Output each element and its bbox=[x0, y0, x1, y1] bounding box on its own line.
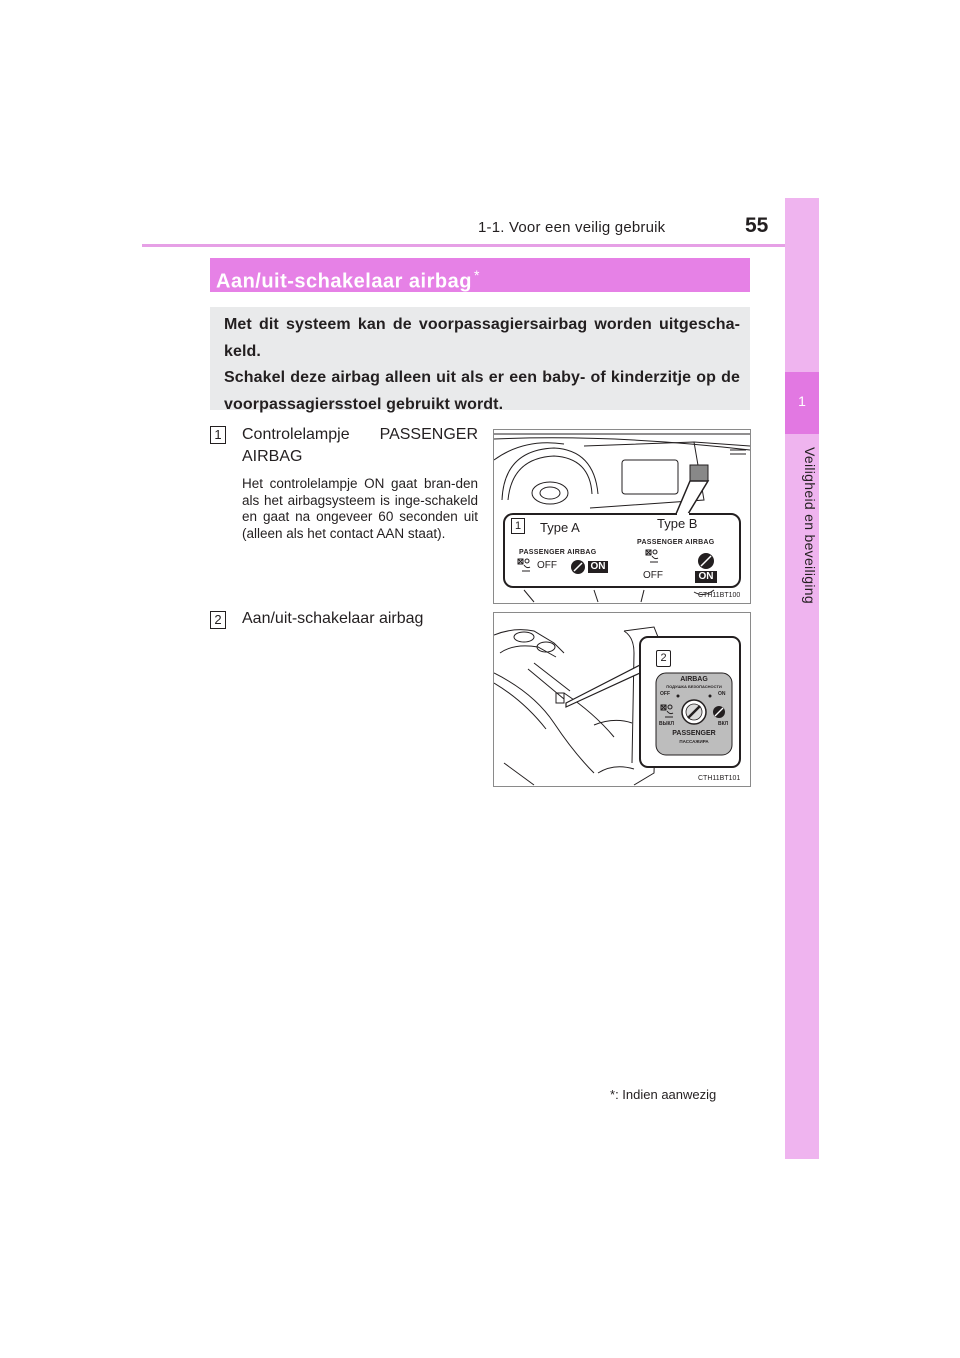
item-number-2: 2 bbox=[210, 611, 226, 629]
asterisk-icon: * bbox=[473, 267, 480, 283]
footnote-text: : Indien aanwezig bbox=[615, 1087, 717, 1102]
intro-line-1: Met dit systeem kan de voorpassagiersairbag worden uitgescha-keld. bbox=[224, 316, 740, 360]
switch-label-off-ru: ВЫКЛ bbox=[659, 721, 675, 727]
type-a-label: Type A bbox=[540, 520, 580, 535]
item-number-1: 1 bbox=[210, 426, 226, 444]
figure1-callout-number: 1 bbox=[511, 518, 525, 534]
intro-line-2: Schakel deze airbag alleen uit als er een baby- of kinderzitje op de voorpassagiersstoel gebruikt wordt. bbox=[224, 369, 740, 413]
item-description-1: Het controlelampje ON gaat bran-den als het airbagsysteem is inge-schakeld en gaat na ongeveer 60 seconden uit (alleen als het contact AAN staat). bbox=[242, 476, 478, 541]
figure-airbag-switch bbox=[493, 612, 751, 787]
section-title-text: Aan/uit-schakelaar airbag bbox=[216, 270, 472, 293]
type-b-label-head: PASSENGER AIRBAG bbox=[637, 539, 715, 546]
chapter-title: Veiligheid en beveiliging bbox=[802, 447, 818, 604]
airbag-on-icon-type-a bbox=[571, 560, 585, 574]
switch-label-passenger: PASSENGER bbox=[672, 730, 716, 737]
item-title-1: Controlelampje PASSENGER AIRBAG bbox=[242, 426, 478, 465]
airbag-key-switch[interactable] bbox=[682, 700, 706, 724]
header-rule bbox=[142, 244, 818, 247]
type-a-off-text: OFF bbox=[537, 560, 557, 571]
type-b-off-text: OFF bbox=[643, 570, 663, 581]
chapter-number: 1 bbox=[798, 393, 806, 409]
section-title bbox=[216, 258, 480, 292]
figure2-id: CTH11BT101 bbox=[698, 775, 741, 782]
glovebox-illustration bbox=[494, 613, 750, 786]
item-title-2: Aan/uit-schakelaar airbag bbox=[242, 610, 424, 627]
figure1-id: CTH11BT100 bbox=[698, 592, 741, 599]
intro-text bbox=[224, 312, 740, 418]
switch-label-on-ru: ВКЛ bbox=[718, 721, 729, 727]
type-b-on-box: ON bbox=[695, 571, 717, 583]
footnote-asterisk-icon: * bbox=[610, 1087, 616, 1102]
switch-label-passenger-ru: ПАССАЖИРА bbox=[679, 739, 709, 744]
type-a-label-head: PASSENGER AIRBAG bbox=[519, 549, 597, 556]
switch-label-airbag: AIRBAG bbox=[680, 676, 708, 683]
figure2-callout-number: 2 bbox=[656, 650, 671, 667]
switch-label-airbag-ru: ПОДУШКА БЕЗОПАСНОСТИ bbox=[666, 684, 722, 689]
switch-label-off: OFF bbox=[660, 691, 670, 697]
airbag-on-icon-type-b bbox=[698, 553, 714, 569]
switch-label-on: ON bbox=[718, 691, 726, 697]
page-section-title: 1-1. Voor een veilig gebruik bbox=[478, 219, 666, 236]
footnote bbox=[610, 1087, 716, 1102]
chapter-side-tab bbox=[785, 198, 819, 1159]
figure-indicator-light bbox=[493, 429, 751, 604]
type-a-on-box: ON bbox=[588, 561, 608, 573]
page-number: 55 bbox=[745, 214, 769, 237]
type-b-label: Type B bbox=[657, 516, 698, 531]
airbag-on-icon bbox=[713, 706, 725, 718]
